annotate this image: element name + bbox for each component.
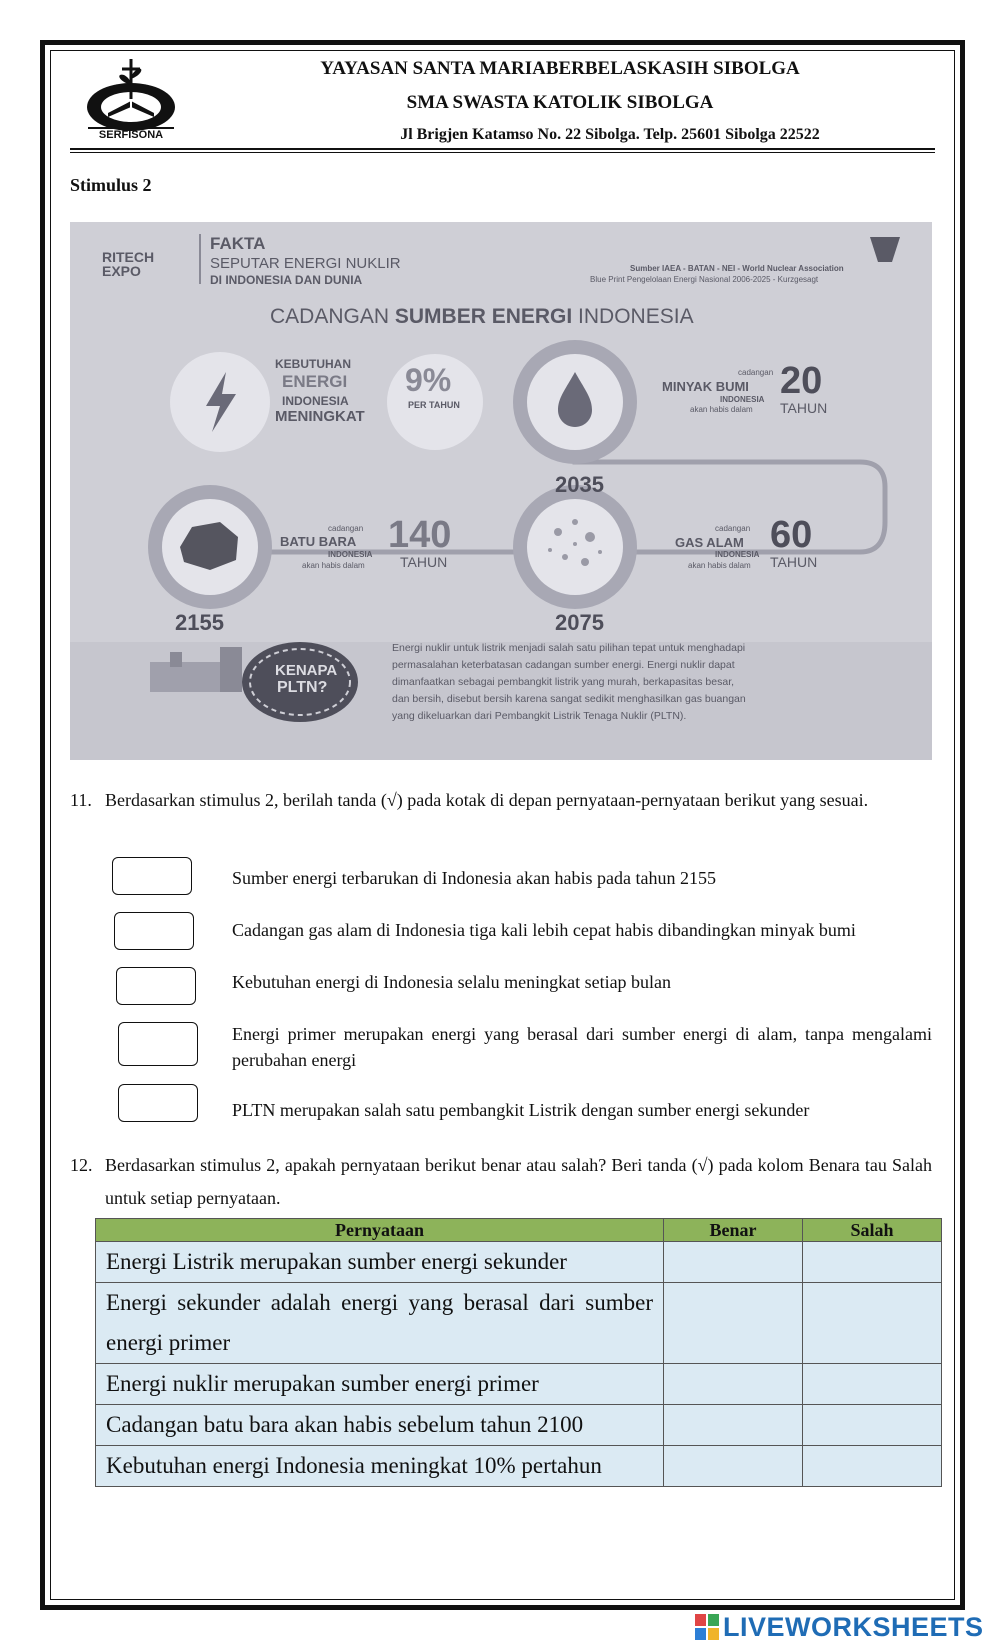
logo-label: SERFISONA [88,127,174,141]
ig-main-title-b: SUMBER ENERGI [394,305,573,328]
table-row [96,1364,942,1405]
ig-body1: Energi nuklir untuk listrik menjadi salah satu pilihan tepat untuk menghadapi [392,642,746,654]
ig-why2: PLTN? [277,679,328,696]
checkbox-statement-1[interactable] [112,857,192,895]
ig-subtitle2: DI INDONESIA DAN DUNIA [210,273,363,287]
row-statement: Energi Listrik merupakan sumber energi sekunder [96,1242,664,1283]
question-12 [70,1149,932,1213]
question-number: 11. [70,790,92,810]
salah-cell[interactable] [803,1242,942,1283]
ig-coal-sub2: akan habis dalam [302,561,365,570]
ig-coal-unit: TAHUN [400,554,448,570]
ig-body2: permasalahan keterbatasan cadangan sumber energi. Energi nuklir dapat [392,659,735,671]
ig-fakta: FAKTA [210,234,266,253]
ig-oil-unit: TAHUN [780,400,828,416]
ig-brand: RITECH EXPO [102,249,155,279]
ig-need-unit: PER TAHUN [408,400,460,410]
ig-oil-num: 20 [780,360,823,402]
ig-coal-sub1: INDONESIA [328,550,373,559]
liveworksheets-text: LIVEWORKSHEETS [723,1612,984,1642]
ig-need2: ENERGI [282,372,348,391]
ig-year-oil: 2035 [555,472,604,497]
salah-cell[interactable] [803,1405,942,1446]
question-text: Berdasarkan stimulus 2, berilah tanda (√) pada kotak di depan pernyataan-pernyataan berikut yang sesuai. [105,790,869,810]
foundation-name: YAYASAN SANTA MARIABERBELASKASIH SIBOLGA [320,58,800,79]
table-row [96,1405,942,1446]
benar-cell[interactable] [664,1364,803,1405]
statement-table [95,1218,942,1487]
table-row [96,1242,942,1283]
checkbox-statement-5[interactable] [118,1084,198,1122]
table-header-row [96,1219,942,1242]
question-text: Berdasarkan stimulus 2, apakah pernyataan berikut benar atau salah? Beri tanda (√) pada kolom Benara tau Salah untuk setiap pernyataan. [105,1155,932,1208]
ig-source1: Sumber IAEA - BATAN - NEI - World Nuclear Association [630,264,844,273]
header-salah: Salah [803,1219,942,1242]
benar-cell[interactable] [664,1446,803,1487]
row-statement: Energi nuklir merupakan sumber energi primer [96,1364,664,1405]
ig-coal-num: 140 [388,514,452,556]
ig-need1: KEBUTUHAN [275,357,351,371]
ig-gas-sub2: akan habis dalam [688,561,751,570]
header-divider-thin [70,152,935,153]
stimulus-infographic [70,222,932,760]
ig-coal-name: BATU BARA [280,534,357,549]
row-statement: Kebutuhan energi Indonesia meningkat 10% pertahun [96,1446,664,1487]
header-pernyataan: Pernyataan [96,1219,664,1242]
ig-gas-num: 60 [770,514,813,556]
statement-5: PLTN merupakan salah satu pembangkit Listrik dengan sumber energi sekunder [232,1100,810,1120]
salah-cell[interactable] [803,1364,942,1405]
benar-cell[interactable] [664,1405,803,1446]
ig-coal-small: cadangan [328,524,364,533]
statement-4: Energi primer merupakan energi yang berasal dari sumber energi di alam, tanpa mengalami perubahan energi [232,1024,932,1070]
checkbox-statement-2[interactable] [114,912,194,950]
statement-2: Cadangan gas alam di Indonesia tiga kali lebih cepat habis dibandingkan minyak bumi [232,920,856,940]
ig-oil-sub1: INDONESIA [720,395,765,404]
ig-body4: dan bersih, disebut bersih karena sangat sedikit menghasilkan gas buangan [392,693,746,705]
statement-1: Sumber energi terbarukan di Indonesia akan habis pada tahun 2155 [232,868,717,888]
school-name: SMA SWASTA KATOLIK SIBOLGA [406,92,714,113]
ig-gas-name: GAS ALAM [675,535,744,550]
ig-gas-unit: TAHUN [770,554,818,570]
ig-need-pct: 9% [405,362,452,398]
table-row [96,1283,942,1364]
ig-body5: yang dikeluarkan dari Pembangkit Listrik Tenaga Nuklir (PLTN). [392,710,687,722]
question-number: 12. [70,1155,93,1175]
liveworksheets-logo [695,1610,995,1644]
benar-cell[interactable] [664,1283,803,1364]
ig-main-title-c: INDONESIA [572,305,694,328]
header-divider [70,148,935,150]
school-address: Jl Brigjen Katamso No. 22 Sibolga. Telp. 25601 Sibolga 22522 [400,126,820,143]
ig-oil-name: MINYAK BUMI [662,379,749,394]
ig-subtitle1: SEPUTAR ENERGI NUKLIR [210,255,401,272]
ig-oil-sub2: akan habis dalam [690,405,753,414]
ig-need4: MENINGKAT [275,408,365,425]
benar-cell[interactable] [664,1242,803,1283]
checkbox-statement-4[interactable] [118,1022,198,1066]
plant-icon [150,662,230,692]
ig-gas-sub1: INDONESIA [715,550,760,559]
question-11 [70,787,932,839]
ig-year-coal: 2155 [175,610,224,635]
salah-cell[interactable] [803,1283,942,1364]
ig-gas-small: cadangan [715,524,751,533]
ig-body3: dimanfaatkan sebagai pembangkit listrik yang murah, berkapasitas besar, [392,676,735,688]
ig-main-title-a: CADANGAN [270,305,395,328]
statement-3: Kebutuhan energi di Indonesia selalu meningkat setiap bulan [232,972,672,992]
header-benar: Benar [664,1219,803,1242]
ig-need3: INDONESIA [282,394,349,408]
ig-main-title [270,305,694,329]
ig-oil-small: cadangan [738,368,774,377]
row-statement: Cadangan batu bara akan habis sebelum tahun 2100 [96,1405,664,1446]
checkbox-statement-3[interactable] [116,967,196,1005]
salah-cell[interactable] [803,1446,942,1487]
ig-source2: Blue Print Pengelolaan Energi Nasional 2006-2025 - Kurzgesagt [590,275,819,284]
ig-why1: KENAPA [275,662,338,679]
row-statement: Energi sekunder adalah energi yang berasal dari sumber energi primer [96,1283,664,1364]
liveworksheets-icon [695,1614,719,1640]
ig-year-gas: 2075 [555,610,604,635]
table-row [96,1446,942,1487]
stimulus-label: Stimulus 2 [70,175,152,195]
